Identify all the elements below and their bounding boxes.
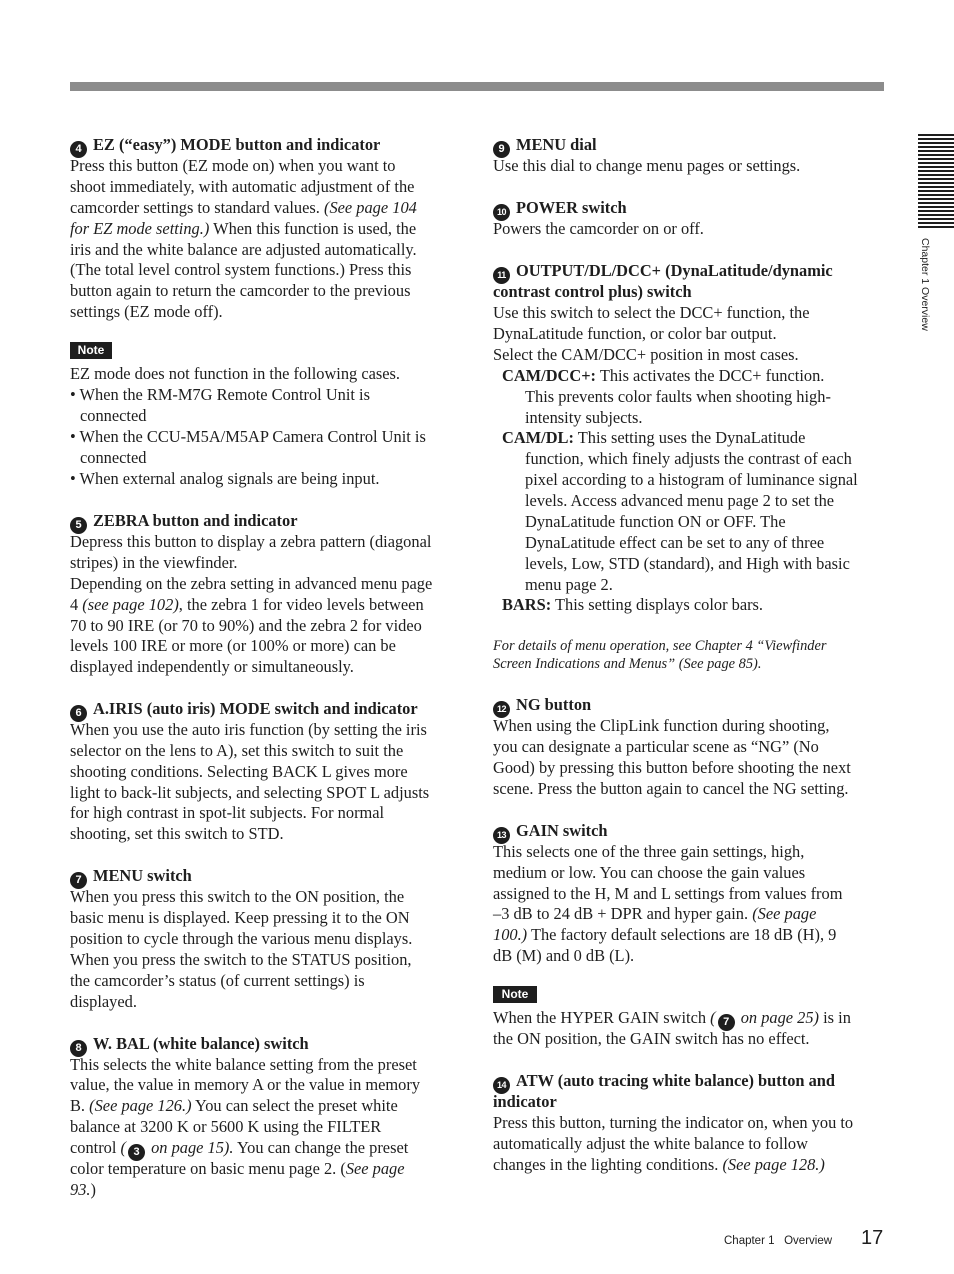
page-reference: (See page 128.): [722, 1155, 825, 1174]
item-number-badge: 9: [493, 141, 510, 158]
body-line: settings (EZ mode off).: [70, 302, 223, 321]
body-line: Depending on the zebra setting in advanced menu page: [70, 574, 433, 593]
body-line: value, the value in memory A or the value in memory: [70, 1075, 421, 1094]
body-line: Powers the camcorder on or off.: [493, 219, 704, 238]
body-line: When you press the switch to the STATUS position,: [70, 950, 412, 969]
heading-gain-switch: 13 GAIN switch: [493, 820, 608, 841]
body-line: control ( 3 on page 15). You can change the preset: [70, 1137, 408, 1158]
body-line: displayed.: [70, 992, 137, 1011]
definition-line: CAM/DCC+: This activates the DCC+ function.: [502, 366, 825, 385]
heading-ez-mode: 4 EZ (“easy”) MODE button and indicator: [70, 134, 380, 155]
body-line: Depress this button to display a zebra pattern (diagonal: [70, 532, 432, 551]
body-line: the camcorder’s status (of current settings) is: [70, 971, 365, 990]
definition-continuation: This prevents color faults when shooting high-: [525, 387, 831, 406]
heading-output-switch: 11 OUTPUT/DL/DCC+ (DynaLatitude/dynamic: [493, 260, 833, 281]
body-line: changes in the lighting conditions. (See page 128.): [493, 1155, 825, 1174]
definition-term: BARS:: [502, 595, 552, 614]
page-reference: See page: [345, 1159, 405, 1178]
item-number-badge: 8: [70, 1040, 87, 1057]
definition-line: CAM/DL: This setting uses the DynaLatitude: [502, 428, 806, 447]
heading-airis: 6 A.IRIS (auto iris) MODE switch and indicator: [70, 698, 418, 719]
bullet-continuation: connected: [80, 448, 147, 467]
heading-power-switch: 10 POWER switch: [493, 197, 627, 218]
header-rule: [70, 82, 884, 91]
page-reference: 100.): [493, 925, 528, 944]
body-line: 100.) The factory default selections are 18 dB (H), 9: [493, 925, 837, 944]
body-line: Press this button (EZ mode on) when you want to: [70, 156, 396, 175]
heading-atw-button: 14 ATW (auto tracing white balance) button and: [493, 1070, 835, 1091]
body-line: When using the ClipLink function during shooting,: [493, 716, 830, 735]
heading-atw-button-cont: indicator: [493, 1092, 557, 1111]
heading-output-switch-cont: contrast control plus) switch: [493, 282, 692, 301]
body-line: Use this dial to change menu pages or settings.: [493, 156, 801, 175]
heading-white-balance: 8 W. BAL (white balance) switch: [70, 1033, 309, 1054]
body-line: When you use the auto iris function (by setting the iris: [70, 720, 427, 739]
page-number: 17: [861, 1227, 884, 1249]
footer-chapter: Chapter 1 Overview: [724, 1235, 833, 1247]
body-line: B. (See page 126.) You can select the preset white: [70, 1096, 398, 1115]
heading-menu-dial: 9 MENU dial: [493, 134, 597, 155]
cross-reference: For details of menu operation, see Chapter 4 “Viewfinder: [493, 638, 827, 654]
body-line: Good) by pressing this button before shooting the next: [493, 758, 851, 777]
definition-continuation: menu page 2.: [525, 575, 613, 594]
item-number-badge: 7: [70, 872, 87, 889]
page-reference: (See page 126.): [89, 1096, 192, 1115]
page-reference: (See page 104: [323, 198, 417, 217]
heading-ng-button: 12 NG button: [493, 694, 591, 715]
body-line: shooting, set this switch to STD.: [70, 824, 284, 843]
page-reference: on page 15).: [147, 1138, 234, 1157]
definition-line: BARS: This setting displays color bars.: [502, 595, 764, 614]
body-line: position to cycle through the various menu displays.: [70, 929, 413, 948]
item-number-badge: 14: [493, 1077, 510, 1094]
bullet-continuation: connected: [80, 406, 147, 425]
body-line: assigned to the H, M and L settings from values from: [493, 884, 843, 903]
heading-menu-switch: 7 MENU switch: [70, 865, 192, 886]
body-line: you can designate a particular scene as “NG” (No: [493, 737, 819, 756]
definition-continuation: DynaLatitude effect can be set to any of three: [525, 533, 825, 552]
body-line: DynaLatitude function, or color bar output.: [493, 324, 777, 343]
definition-continuation: intensity subjects.: [525, 408, 643, 427]
body-line: for EZ mode setting.) When this function is used, the: [70, 219, 417, 238]
page-reference: on page 25): [736, 1008, 820, 1027]
body-line: levels 100 IRE or more (or 100% or more) can be: [70, 636, 396, 655]
body-line: camcorder settings to standard values. (See page 104: [70, 198, 417, 217]
body-line: Press this button, turning the indicator on, when you to: [493, 1113, 854, 1132]
body-line: basic menu is displayed. Keep pressing it to the ON: [70, 908, 410, 927]
body-line: When you press this switch to the ON position, the: [70, 887, 405, 906]
body-line: shoot immediately, with automatic adjustment of the: [70, 177, 415, 196]
bullet-item: • When the CCU-M5A/M5AP Camera Control Unit is: [70, 427, 426, 446]
item-number-badge: 11: [493, 267, 510, 284]
body-line: 70 to 90 IRE (or 70 to 90%) and the zebra 2 for video: [70, 616, 422, 635]
definition-term: CAM/DL:: [502, 428, 574, 447]
body-line: (The total level control system functions.) Press this: [70, 260, 412, 279]
heading-zebra: 5 ZEBRA button and indicator: [70, 510, 297, 531]
item-number-badge: 4: [70, 141, 87, 158]
body-line: –3 dB to 24 dB + DPR and hyper gain. (See page: [493, 904, 817, 923]
body-line: color temperature on basic menu page 2. (See page: [70, 1159, 405, 1178]
body-line: This selects the white balance setting from the preset: [70, 1055, 417, 1074]
item-number-badge: 5: [70, 517, 87, 534]
body-line: displayed independently or simultaneously.: [70, 657, 354, 676]
definition-continuation: DynaLatitude function ON or OFF. The: [525, 512, 786, 531]
note-label: Note: [70, 342, 112, 359]
body-line: stripes) in the viewfinder.: [70, 553, 238, 572]
chapter-tab-label: [918, 238, 932, 348]
page-reference: (See page: [752, 904, 817, 923]
body-line: 93.): [70, 1180, 96, 1199]
item-number-badge: 13: [493, 827, 510, 844]
definition-term: CAM/DCC+:: [502, 366, 597, 385]
body-line: EZ mode does not function in the following cases.: [70, 364, 401, 383]
body-line: This selects one of the three gain settings, high,: [493, 842, 805, 861]
body-line: scene. Press the button again to cancel the NG setting.: [493, 779, 849, 798]
definition-continuation: function, which finely adjusts the contrast of each: [525, 449, 852, 468]
item-number-badge: 10: [493, 204, 510, 221]
page-reference: for EZ mode setting.): [70, 219, 210, 238]
definition-continuation: levels, Low, STD (standard), and High with basic: [525, 554, 850, 573]
chapter-tab-stripes: [918, 134, 954, 228]
body-line: selector on the lens to A), set this switch to suit the: [70, 741, 404, 760]
bullet-item: • When the RM-M7G Remote Control Unit is: [70, 385, 370, 404]
body-line: the ON position, the GAIN switch has no effect.: [493, 1029, 810, 1048]
cross-reference: Screen Indications and Menus” (See page 85).: [493, 656, 762, 672]
item-number-badge: 12: [493, 701, 510, 718]
bullet-item: • When external analog signals are being input.: [70, 469, 380, 488]
body-line: 4 (see page 102), the zebra 1 for video levels between: [70, 595, 424, 614]
item-number-badge: 7: [718, 1014, 735, 1031]
body-line: Use this switch to select the DCC+ function, the: [493, 303, 810, 322]
definition-continuation: pixel according to a histogram of luminance signal: [525, 470, 858, 489]
chapter-tab-text: Chapter 1 Overview: [919, 238, 931, 331]
note-label: Note: [493, 986, 537, 1003]
body-line: iris and the white balance are adjusted automatically.: [70, 240, 417, 259]
item-number-badge: 3: [128, 1144, 145, 1161]
body-line: When the HYPER GAIN switch ( 7 on page 25) is in: [493, 1007, 851, 1028]
body-line: dB (M) and 0 dB (L).: [493, 946, 635, 965]
body-line: Select the CAM/DCC+ position in most cases.: [493, 345, 799, 364]
body-line: light to back-lit subjects, and selecting SPOT L adjusts: [70, 783, 430, 802]
body-line: shooting conditions. Selecting BACK L gives more: [70, 762, 408, 781]
page-reference: (see page 102): [82, 595, 179, 614]
body-line: for high contrast in spot-lit subjects. For normal: [70, 803, 385, 822]
item-number-badge: 6: [70, 705, 87, 722]
definition-continuation: levels. Access advanced menu page 2 to set the: [525, 491, 835, 510]
body-line: automatically adjust the white balance to follow: [493, 1134, 808, 1153]
body-line: medium or low. You can choose the gain values: [493, 863, 806, 882]
body-line: balance at 3200 K or 5600 K using the FILTER: [70, 1117, 382, 1136]
body-line: button again to return the camcorder to the previous: [70, 281, 411, 300]
